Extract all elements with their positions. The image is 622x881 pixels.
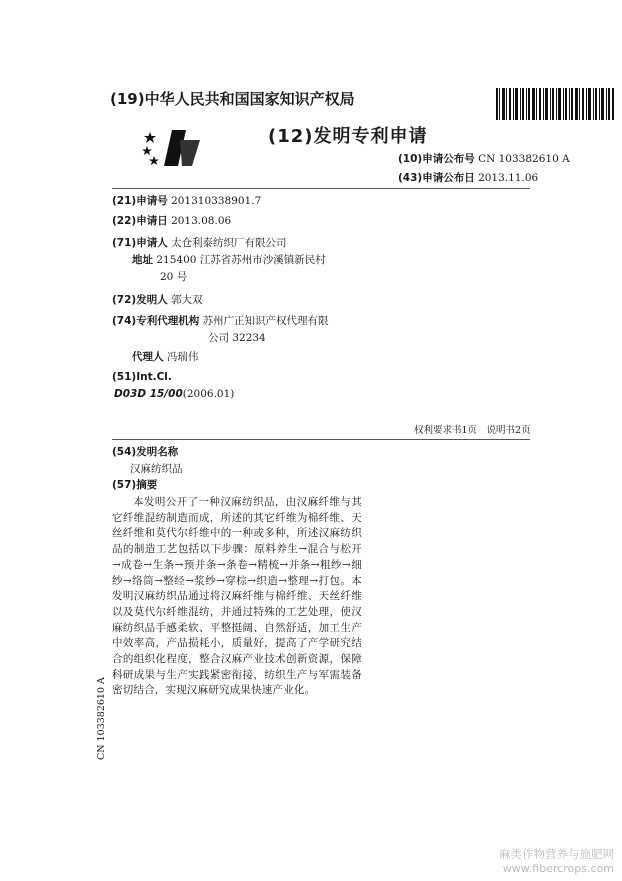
agent-value: 冯瑞伟 (166, 351, 199, 363)
office-header: (19)中华人民共和国国家知识产权局 (110, 90, 355, 108)
side-publication-number: CN 103382610 A (96, 677, 107, 760)
barcode (496, 88, 614, 120)
application-date-value: 2013.08.06 (171, 215, 232, 227)
address-line1: 215400 江苏省苏州市沙溪镇新民村 (156, 254, 326, 266)
ipc-version: (2006.01) (182, 388, 235, 400)
inventor-value: 郭大双 (171, 294, 203, 306)
patent-agency-label: (74)专利代理机构 (112, 315, 200, 327)
watermark-line2: www.fibercrops.com (502, 862, 614, 875)
abstract-text: 本发明公开了一种汉麻纺织品，由汉麻纤维与其它纤维混纺制造而成，所述的其它纤维为棉纤维、天丝纤维和莫代尔纤维中的一种或多种，所述汉麻纺织品的制造工艺包括以下步骤：原料养生→混合与松开→成卷→生条→预并条→条卷→精梳→并条→粗纱→细纱→络筒→整经→浆纱→穿棕→织造→整理→打包。本发明汉麻纺织品通过将汉麻纤维与棉纤维、天丝纤维以及莫代尔纤维混纺，并通过特殊的工艺处理，使汉麻纺织品手感柔软、平整挺阔、自然舒适，加工生产中效率高，产品损耗小，质量好，提高了产学研究结合的组织化程度，整合汉麻产业技术创新资源，保障科研成果与生产实践紧密衔接，纺织生产与军需装备密切结合，实现汉麻研究成果快速产业化。 (112, 496, 362, 697)
applicant-value: 太仓利泰纺织厂有限公司 (171, 237, 287, 249)
publication-date-value: 2013.11.06 (478, 172, 539, 184)
inventor-label: (72)发明人 (112, 294, 168, 306)
address-label: 地址 (132, 254, 153, 266)
patent-agency-line2: 公司 32234 (208, 332, 266, 344)
publication-date (398, 171, 538, 185)
invention-title-label: (54)发明名称 (112, 446, 179, 458)
int-cl (112, 370, 172, 384)
watermark (499, 846, 614, 875)
applicant (112, 236, 287, 250)
address (132, 253, 326, 267)
application-number-value: 201310338901.7 (171, 195, 262, 207)
page-count-info: 权利要求书1页 说明书2页 (414, 425, 531, 436)
inventor (112, 293, 203, 307)
publication-number-label: (10)申请公布号 (398, 153, 475, 165)
application-date-label: (22)申请日 (112, 215, 168, 227)
abstract-heading (112, 478, 157, 492)
publication-date-label: (43)申请公布日 (398, 172, 475, 184)
patent-agency (112, 314, 329, 328)
watermark-line1: 麻类作物营养与施肥网 (499, 847, 614, 861)
publication-number-value: CN 103382610 A (478, 153, 570, 165)
int-cl-label: (51)Int.Cl. (112, 371, 172, 383)
patent-office-logo (142, 126, 204, 172)
ipc-classification (114, 387, 234, 401)
applicant-label: (71)申请人 (112, 237, 168, 249)
agent (132, 350, 198, 364)
agent-label: 代理人 (132, 351, 164, 363)
application-date (112, 214, 231, 228)
document-kind: (12)发明专利申请 (268, 126, 428, 147)
address-line2: 20 号 (160, 271, 188, 283)
abstract-label: (57)摘要 (112, 479, 158, 491)
application-number-label: (21)申请号 (112, 195, 168, 207)
divider (112, 188, 530, 189)
divider (112, 439, 530, 440)
invention-title-heading (112, 445, 178, 459)
patent-agency-line1: 苏州广正知识产权代理有限 (202, 315, 329, 327)
publication-number (398, 152, 570, 166)
ipc-code: D03D 15/00 (114, 388, 183, 400)
invention-title: 汉麻纺织品 (130, 463, 183, 475)
application-number (112, 194, 261, 208)
